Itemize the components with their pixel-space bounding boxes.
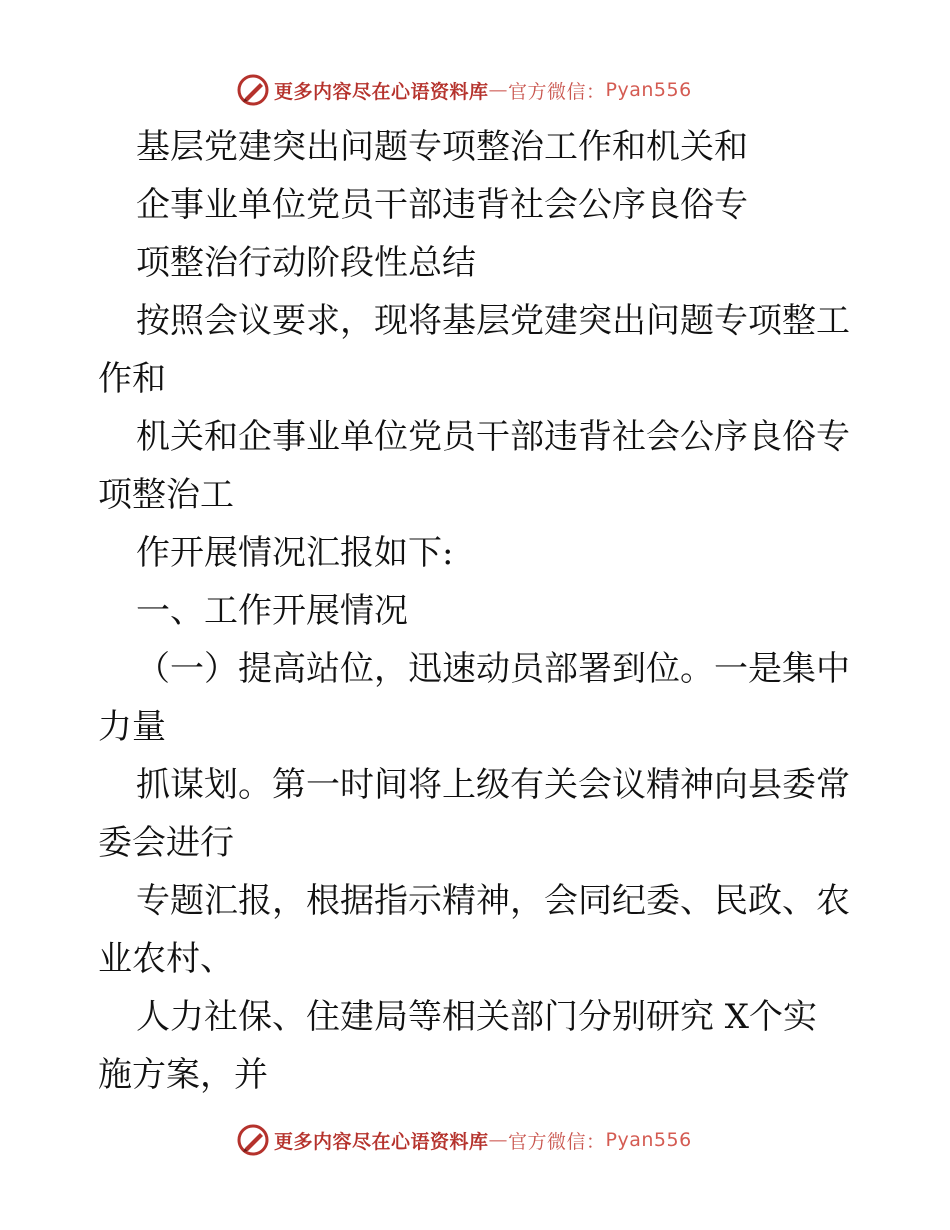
- watermark-sub-text: 官方微信：: [508, 1130, 606, 1153]
- paragraph-line: （一）提高站位，迅速动员部署到位。一是集中: [136, 649, 850, 689]
- pen-logo-icon: [236, 1123, 270, 1157]
- paragraph-line: 人力社保、住建局等相关部门分别研究 X个实: [136, 997, 818, 1037]
- paragraph-line: 项整治工: [98, 475, 234, 515]
- paragraph-line: 委会进行: [98, 823, 234, 863]
- paragraph-line: 专题汇报，根据指示精神，会同纪委、民政、农: [136, 881, 850, 921]
- watermark-wechat-id: Pyan556: [605, 1129, 692, 1151]
- watermark-main-text: 更多内容尽在心语资料库: [274, 80, 489, 103]
- paragraph-line: 业农村、: [98, 939, 234, 979]
- document-body: [98, 118, 868, 1104]
- watermark-separator: —: [488, 79, 509, 101]
- watermark-wechat-id: Pyan556: [605, 79, 692, 101]
- paragraph-line: 施方案，并: [98, 1055, 268, 1095]
- paragraph-line: 作开展情况汇报如下:: [136, 533, 454, 573]
- section-heading: 一、工作开展情况: [136, 591, 408, 631]
- watermark-separator: —: [488, 1129, 509, 1151]
- paragraph-line: 作和: [98, 359, 166, 399]
- watermark-sub-text: 官方微信：: [508, 80, 606, 103]
- paragraph-line: 按照会议要求，现将基层党建突出问题专项整工: [136, 301, 850, 341]
- watermark-main-text: 更多内容尽在心语资料库: [274, 1130, 489, 1153]
- title-line-1: 基层党建突出问题专项整治工作和机关和: [136, 127, 748, 167]
- title-line-2: 企事业单位党员干部违背社会公序良俗专: [136, 185, 748, 225]
- title-line-3: 项整治行动阶段性总结: [136, 243, 476, 283]
- paragraph-line: 机关和企事业单位党员干部违背社会公序良俗专: [136, 417, 850, 457]
- paragraph-line: 抓谋划。第一时间将上级有关会议精神向县委常: [136, 765, 850, 805]
- pen-logo-icon: [236, 73, 270, 107]
- footer-watermark: [236, 1122, 692, 1158]
- header-watermark: [236, 72, 692, 108]
- paragraph-line: 力量: [98, 707, 166, 747]
